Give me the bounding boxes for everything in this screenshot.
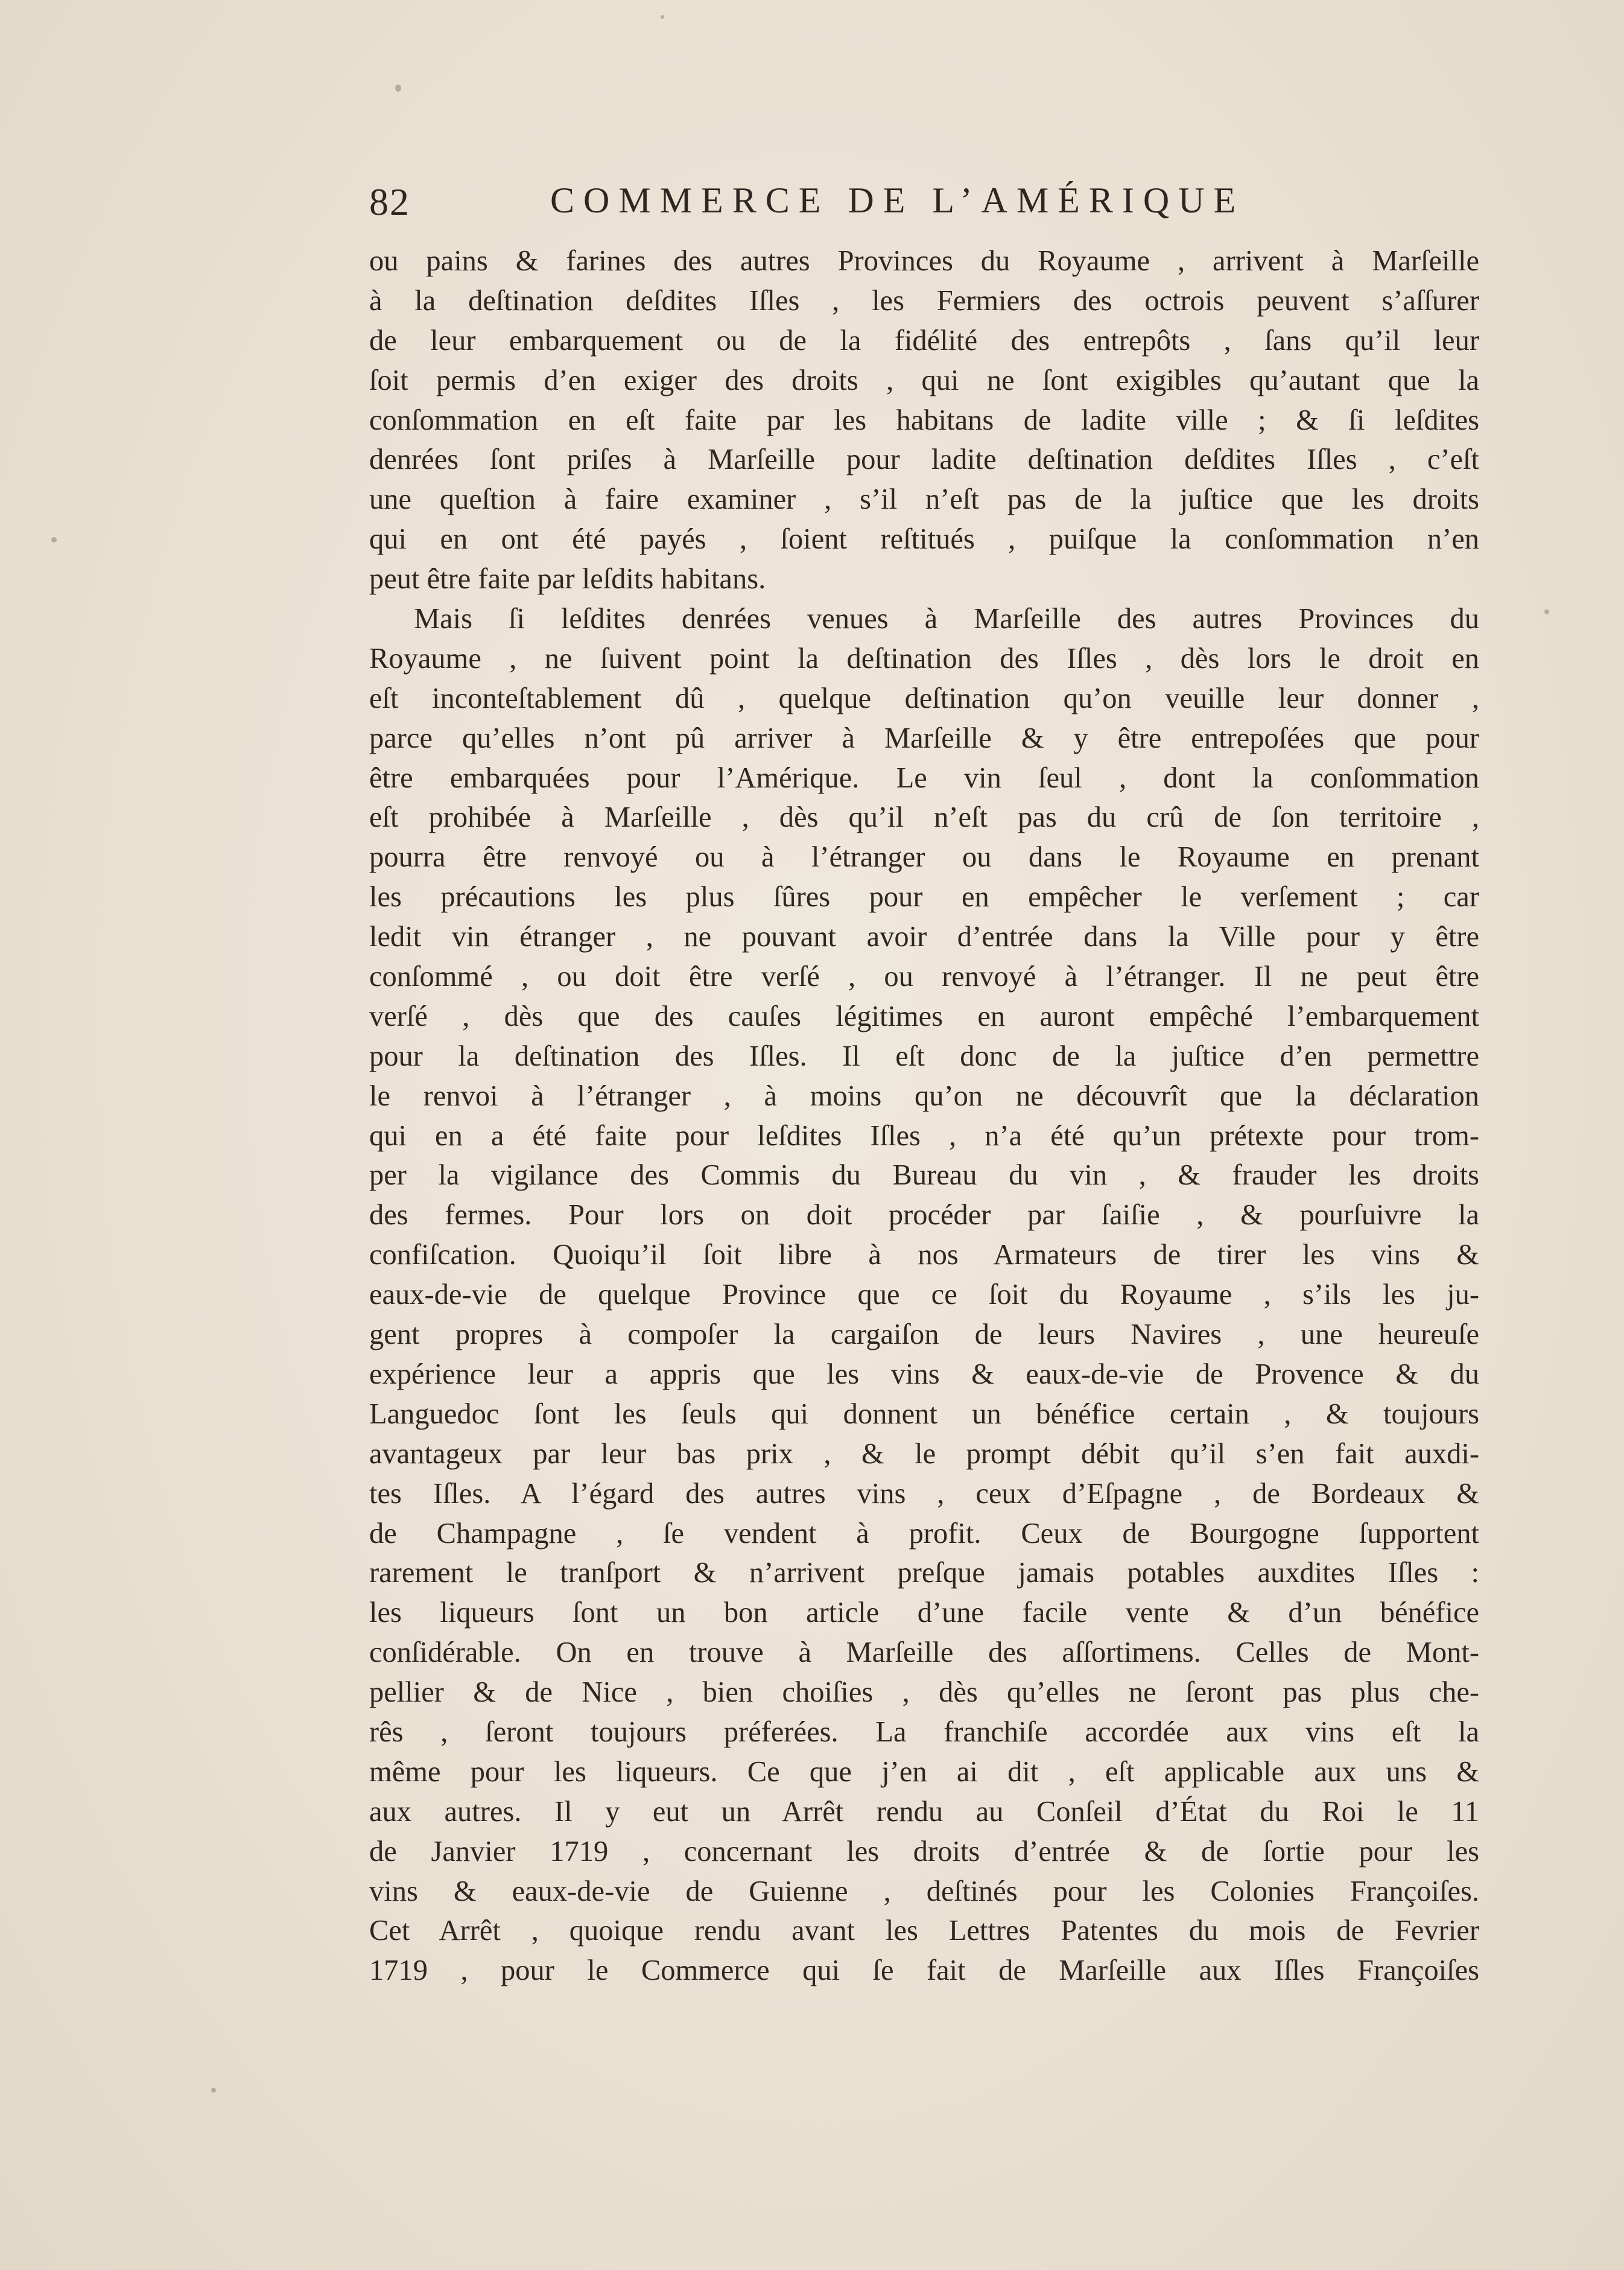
text-line: eſt inconteſtablement dû , quelque deſtination qu’on veuille leur donner , [369, 682, 1479, 714]
paragraph-start-line: Mais ſi leſdites denrées venues à Marſeille des autres Provinces du [414, 603, 1479, 635]
paper-speck [51, 537, 57, 542]
paper-speck [211, 2088, 216, 2093]
text-line: peut être faite par leſdits habitans. [369, 563, 766, 596]
text-line: Languedoc ſont les ſeuls qui donnent un bénéfice certain , & toujours [369, 1397, 1479, 1430]
text-line: eſt prohibée à Marſeille , dès qu’il n’eſt pas du crû de ſon territoire , [369, 801, 1479, 834]
text-line: conſidérable. On en trouve à Marſeille des aſſortimens. Celles de Mont- [369, 1636, 1479, 1669]
text-line: à la deſtination deſdites Iſles , les Fermiers des octrois peuvent s’aſſurer [369, 284, 1479, 317]
text-line: des fermes. Pour lors on doit procéder par ſaiſie , & pourſuivre la [369, 1199, 1479, 1232]
text-line: qui en a été faite pour leſdites Iſles , n’a été qu’un prétexte pour trom- [369, 1119, 1479, 1152]
text-line: pellier & de Nice , bien choiſies , dès qu’elles ne ſeront pas plus che- [369, 1676, 1479, 1709]
text-line: denrées ſont priſes à Marſeille pour ladite deſtination deſdites Iſles , c’eſt [369, 444, 1479, 476]
text-line: même pour les liqueurs. Ce que j’en ai dit , eſt applicable aux uns & [369, 1755, 1479, 1788]
text-line: eaux-de-vie de quelque Province que ce ſoit du Royaume , s’ils les ju- [369, 1279, 1479, 1311]
text-line: conſommation en eſt faite par les habitans de ladite ville ; & ſi leſdites [369, 404, 1479, 436]
text-line: vins & eaux-de-vie de Guienne , deſtinés pour les Colonies Françoiſes. [369, 1875, 1479, 1907]
text-line: de leur embarquement ou de la fidélité des entrepôts , ſans qu’il leur [369, 324, 1479, 357]
page-number: 82 [369, 180, 410, 223]
text-line: Cet Arrêt , quoique rendu avant les Lettres Patentes du mois de Fevrier [369, 1915, 1479, 1947]
text-line: de Champagne , ſe vendent à profit. Ceux de Bourgogne ſupportent [369, 1517, 1479, 1550]
text-line: parce qu’elles n’ont pû arriver à Marſeille & y être entrepoſées que pour [369, 722, 1479, 754]
text-line: aux autres. Il y eut un Arrêt rendu au Conſeil d’État du Roi le 11 [369, 1795, 1479, 1828]
text-line: verſé , dès que des cauſes légitimes en auront empêché l’embarquement [369, 1000, 1479, 1032]
text-line: expérience leur a appris que les vins & eaux-de-vie de Provence & du [369, 1358, 1479, 1390]
text-line: pourra être renvoyé ou à l’étranger ou dans le Royaume en prenant [369, 841, 1479, 874]
text-line: ſoit permis d’en exiger des droits , qui ne ſont exigibles qu’autant que la [369, 364, 1479, 396]
text-line: de Janvier 1719 , concernant les droits d’entrée & de ſortie pour les [369, 1835, 1479, 1868]
paper-speck [1544, 609, 1549, 614]
paper-speck [661, 15, 664, 19]
text-line: les liqueurs ſont un bon article d’une facile vente & d’un bénéfice [369, 1597, 1479, 1629]
text-line: conſommé , ou doit être verſé , ou renvoyé à l’étranger. Il ne peut être [369, 961, 1479, 993]
text-line: rarement le tranſport & n’arrivent preſque jamais potables auxdites Iſles : [369, 1557, 1479, 1589]
text-line: une queſtion à faire examiner , s’il n’eſt pas de la juſtice que les droits [369, 483, 1479, 516]
text-line: le renvoi à l’étranger , à moins qu’on ne découvrît que la déclaration [369, 1079, 1479, 1112]
text-line: pour la deſtination des Iſles. Il eſt donc de la juſtice d’en permettre [369, 1040, 1479, 1072]
text-line: être embarquées pour l’Amérique. Le vin ſeul , dont la conſommation [369, 761, 1479, 794]
text-line: ledit vin étranger , ne pouvant avoir d’entrée dans la Ville pour y être [369, 921, 1479, 953]
text-line: qui en ont été payés , ſoient reſtitués , puiſque la conſommation n’en [369, 523, 1479, 556]
text-line: tes Iſles. A l’égard des autres vins , ceux d’Eſpagne , de Bordeaux & [369, 1477, 1479, 1510]
text-line: 1719 , pour le Commerce qui ſe fait de Marſeille aux Iſles Françoiſes [369, 1954, 1479, 1987]
paper-speck [395, 84, 401, 92]
page-header [369, 175, 1413, 235]
text-line: rês , ſeront toujours préferées. La franchiſe accordée aux vins eſt la [369, 1715, 1479, 1748]
text-line: ou pains & farines des autres Provinces du Royaume , arrivent à Marſeille [369, 245, 1479, 277]
text-line: per la vigilance des Commis du Bureau du vin , & frauder les droits [369, 1159, 1479, 1192]
text-line: avantageux par leur bas prix , & le prompt débit qu’il s’en fait auxdi- [369, 1437, 1479, 1470]
text-line: gent propres à compoſer la cargaiſon de leurs Navires , une heureuſe [369, 1318, 1479, 1351]
running-head: COMMERCE DE L’AMÉRIQUE [550, 180, 1245, 220]
body-text [369, 241, 1479, 1991]
text-line: Royaume , ne ſuivent point la deſtination des Iſles , dès lors le droit en [369, 642, 1479, 675]
text-line: les précautions les plus ſûres pour en empêcher le verſement ; car [369, 881, 1479, 914]
text-line: confiſcation. Quoiqu’il ſoit libre à nos Armateurs de tirer les vins & [369, 1239, 1479, 1271]
